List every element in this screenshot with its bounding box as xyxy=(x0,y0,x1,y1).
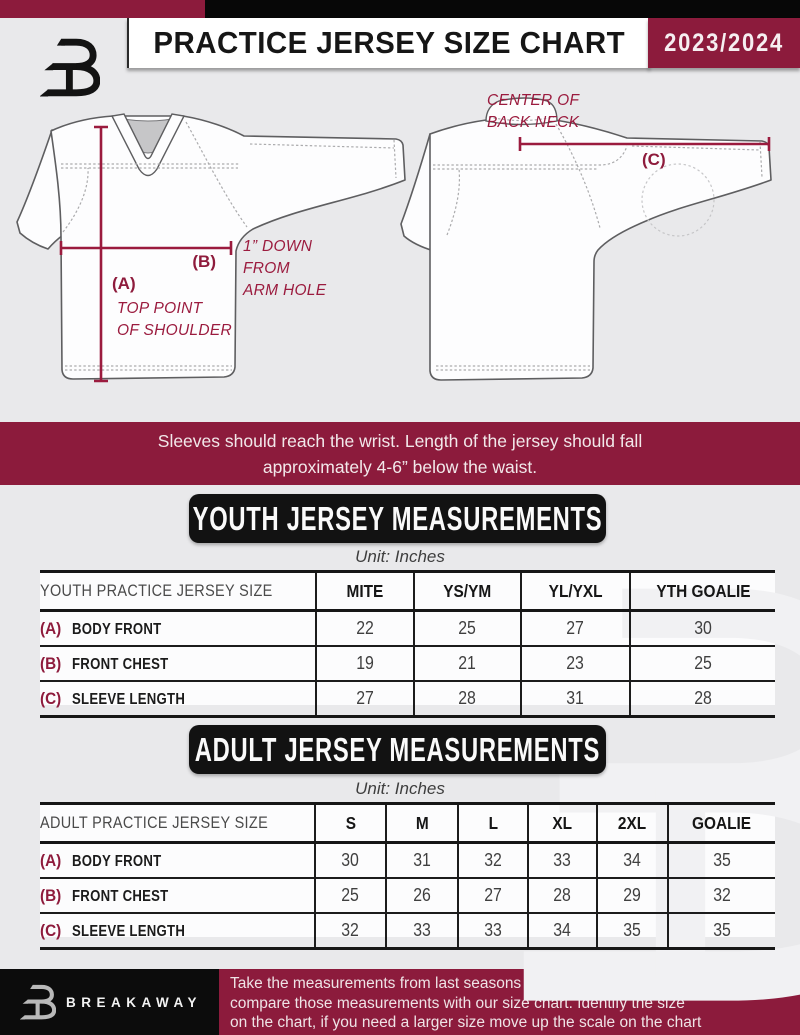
label-a-line2: OF SHOULDER xyxy=(117,322,232,339)
cell-value: 31 xyxy=(413,850,431,870)
season-badge xyxy=(648,18,800,68)
cell-value: 27 xyxy=(566,618,585,638)
cell-value: 30 xyxy=(694,618,712,638)
label-c-key: (C) xyxy=(642,150,666,169)
row-key: (B) xyxy=(40,653,62,673)
cell-value: 28 xyxy=(458,688,477,708)
cell-value: 21 xyxy=(458,653,477,673)
cell-value: 27 xyxy=(484,885,502,905)
adult-row-front-chest xyxy=(40,878,775,913)
jersey-diagram xyxy=(0,70,800,420)
row-key: (C) xyxy=(40,688,62,708)
cell-value: 34 xyxy=(553,920,572,940)
adult-size-table xyxy=(40,802,775,950)
footer-note-line1: Take the measurements from last seasons jersey as instructed above xyxy=(230,975,706,992)
label-b-line3: ARM HOLE xyxy=(243,282,327,299)
cell-value: 32 xyxy=(341,920,360,940)
adult-row-body-front xyxy=(40,843,775,879)
cell-value: 32 xyxy=(713,885,731,905)
adult-section-title: ADULT JERSEY MEASUREMENTS xyxy=(194,730,601,768)
fit-note-banner xyxy=(0,422,800,485)
cell-value: 31 xyxy=(566,688,585,708)
footer-note-line2: compare those measurements with our size chart. Identify the size xyxy=(230,994,685,1012)
cell-value: 33 xyxy=(484,920,502,940)
cell-value: 25 xyxy=(458,618,477,638)
row-label: SLEEVE LENGTH xyxy=(71,690,185,708)
cell-value: 32 xyxy=(484,850,502,870)
brand-name: BREAKAWAY xyxy=(66,995,203,1010)
youth-section-title-bar xyxy=(189,494,606,543)
adult-col-goalie: GOALIE xyxy=(692,812,752,833)
row-label: BODY FRONT xyxy=(71,852,162,870)
row-key: (B) xyxy=(40,885,62,905)
cell-value: 34 xyxy=(623,850,642,870)
label-a-line1: TOP POINT xyxy=(117,300,203,317)
row-label: SLEEVE LENGTH xyxy=(71,922,185,940)
row-label: FRONT CHEST xyxy=(71,887,169,905)
adult-row-sleeve-length xyxy=(40,913,775,949)
footer-note-line3: on the chart, if you need a larger size move up the scale on the chart xyxy=(230,1014,702,1031)
cell-value: 25 xyxy=(341,885,360,905)
cell-value: 27 xyxy=(356,688,374,708)
cell-value: 33 xyxy=(413,920,431,940)
label-b-key: (B) xyxy=(192,252,216,271)
adult-size-header: ADULT PRACTICE JERSEY SIZE xyxy=(40,813,269,832)
cell-value: 35 xyxy=(713,920,731,940)
youth-col-ysym: YS/YM xyxy=(443,580,492,601)
adult-section-title-bar xyxy=(189,725,606,774)
youth-col-ylyxl: YL/YXL xyxy=(548,580,603,601)
youth-row-sleeve-length xyxy=(40,681,775,717)
footer-brand-block xyxy=(0,969,219,1035)
youth-col-goalie: YTH GOALIE xyxy=(655,580,751,601)
cell-value: 22 xyxy=(356,618,374,638)
cell-value: 28 xyxy=(694,688,712,708)
adult-col-2xl: 2XL xyxy=(618,812,647,833)
fit-note-line1: Sleeves should reach the wrist. Length of the jersey should fall xyxy=(157,431,643,451)
cell-value: 28 xyxy=(553,885,572,905)
row-label: BODY FRONT xyxy=(71,620,162,638)
adult-col-m: M xyxy=(415,812,429,833)
cell-value: 19 xyxy=(356,653,374,673)
youth-unit-label: Unit: Inches xyxy=(355,547,445,566)
row-label: FRONT CHEST xyxy=(71,655,169,673)
back-jersey xyxy=(401,92,771,380)
label-b-line2: FROM xyxy=(243,260,290,277)
row-key: (A) xyxy=(40,850,62,870)
row-key: (C) xyxy=(40,920,62,940)
cell-value: 35 xyxy=(713,850,731,870)
top-strip-maroon xyxy=(0,0,205,18)
cell-value: 26 xyxy=(413,885,431,905)
breakaway-logo-footer xyxy=(20,977,56,1023)
youth-row-body-front xyxy=(40,611,775,647)
cell-value: 25 xyxy=(694,653,712,673)
page-title-box xyxy=(127,18,650,68)
front-jersey xyxy=(17,114,405,381)
row-key: (A) xyxy=(40,618,62,638)
youth-col-mite: MITE xyxy=(346,580,384,601)
youth-section-title: YOUTH JERSEY MEASUREMENTS xyxy=(192,499,603,537)
youth-size-table xyxy=(40,570,775,718)
label-c-line2: BACK NECK xyxy=(487,114,580,131)
adult-col-xl: XL xyxy=(552,812,573,833)
label-a-key: (A) xyxy=(112,274,136,293)
adult-header-row xyxy=(40,804,775,843)
label-c-line1: CENTER OF xyxy=(487,92,580,109)
cell-value: 33 xyxy=(553,850,572,870)
cell-value: 35 xyxy=(623,920,642,940)
adult-col-l: L xyxy=(488,812,498,833)
footer-instructions xyxy=(219,969,800,1035)
adult-col-s: S xyxy=(345,812,356,833)
cell-value: 23 xyxy=(566,653,585,673)
cell-value: 30 xyxy=(341,850,360,870)
fit-note-line2: approximately 4-6” below the waist. xyxy=(262,457,538,477)
cell-value: 29 xyxy=(623,885,642,905)
youth-size-header: YOUTH PRACTICE JERSEY SIZE xyxy=(40,581,273,600)
top-strip-black xyxy=(205,0,800,18)
label-b-line1: 1” DOWN xyxy=(243,238,313,255)
season-label: 2023/2024 xyxy=(664,28,784,57)
youth-header-row xyxy=(40,572,775,611)
adult-unit-label: Unit: Inches xyxy=(355,779,445,798)
page-title: PRACTICE JERSEY SIZE CHART xyxy=(153,25,626,60)
youth-row-front-chest xyxy=(40,646,775,681)
